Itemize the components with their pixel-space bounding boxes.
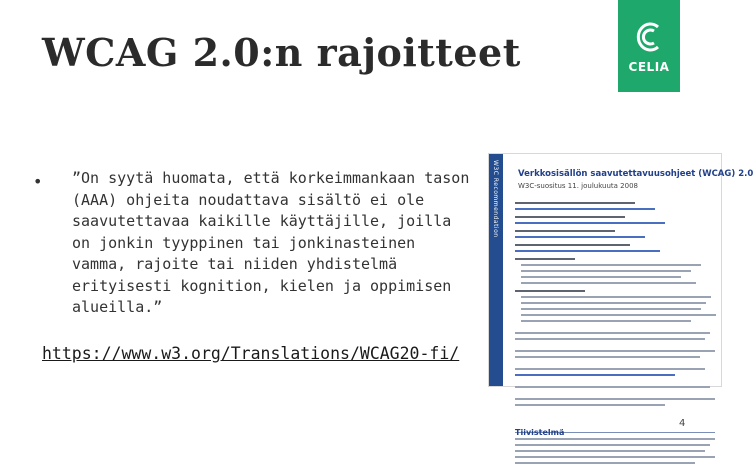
thumbnail-text-line: [515, 338, 705, 340]
thumbnail-link-line: [515, 222, 665, 224]
thumbnail-text-line: [515, 216, 625, 218]
thumbnail-text-line: [515, 404, 665, 406]
thumbnail-text-line: [515, 438, 715, 440]
thumbnail-text-line: [521, 302, 706, 304]
thumbnail-text-line: [521, 276, 681, 278]
thumbnail-link-line: [515, 236, 645, 238]
thumbnail-link-line: [515, 374, 675, 376]
page-number: 4: [679, 418, 686, 429]
thumbnail-text-line: [515, 356, 700, 358]
thumbnail-subtitle: W3C-suositus 11. joulukuuta 2008: [518, 182, 638, 190]
thumbnail-text-line: [521, 282, 696, 284]
thumbnail-side-text: W3C Recommendation: [492, 160, 499, 238]
thumbnail-link-line: [515, 208, 655, 210]
thumbnail-text-line: [521, 320, 691, 322]
thumbnail-text-line: [521, 270, 691, 272]
thumbnail-text-line: [521, 264, 701, 266]
thumbnail-link-line: [515, 250, 660, 252]
thumbnail-text-line: [521, 314, 716, 316]
thumbnail-text-line: [515, 450, 705, 452]
thumbnail-text-line: [515, 244, 630, 246]
wcag-translation-link[interactable]: https://www.w3.org/Translations/WCAG20-fi/: [42, 344, 460, 363]
thumbnail-text-line: [515, 350, 715, 352]
thumbnail-text-line: [515, 202, 635, 204]
thumbnail-text-line: [515, 368, 705, 370]
thumbnail-text-line: [515, 398, 715, 400]
thumbnail-text-line: [515, 230, 615, 232]
thumbnail-section-heading: Tiivistelmä: [515, 428, 565, 437]
quote-text: ”On syytä huomata, että korkeimmankaan tason (AAA) ohjeita noudattava sisältö ei ole saavutettavaa kaikille käyttäjille, joilla on jonkin tyyppinen tai jonkinasteinen vamma, rajoite tai niiden yhdistelmä erityisesti kognition, kielen ja oppimisen alueilla.”: [72, 169, 470, 316]
thumbnail-text-line: [515, 444, 710, 446]
wcag-document-screenshot: [488, 153, 753, 437]
thumbnail-text-line: [521, 296, 711, 298]
celia-logo: [618, 0, 680, 92]
slide-title: WCAG 2.0:n rajoitteet: [42, 30, 521, 75]
thumbnail-text-line: [515, 332, 710, 334]
thumbnail-text-line: [521, 308, 701, 310]
thumbnail-text-line: [515, 258, 575, 260]
bullet-marker: •: [33, 172, 43, 191]
thumbnail-sidebar: [489, 154, 503, 386]
thumbnail-title: Verkkosisällön saavutettavuusohjeet (WCAG) 2.0: [518, 169, 753, 179]
celia-c-logo-icon: [635, 20, 663, 54]
thumbnail-text-line: [515, 456, 715, 458]
thumbnail-text-line: [515, 290, 585, 292]
celia-logo-text: CELIA: [628, 60, 670, 74]
thumbnail-text-line: [515, 386, 710, 388]
